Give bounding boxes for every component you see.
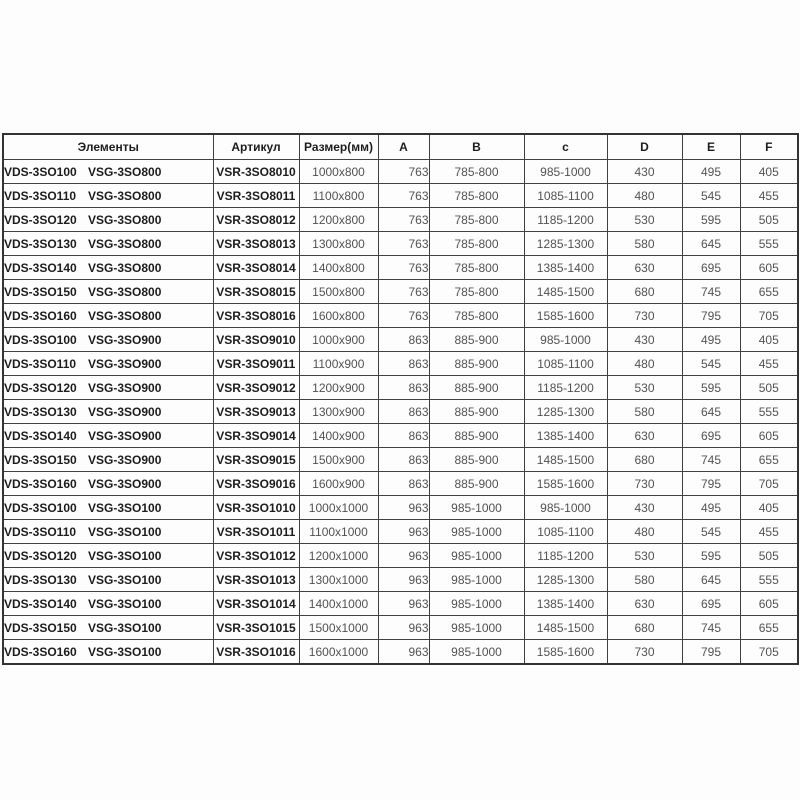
- article-cell: VSR-3SO9011: [213, 352, 299, 376]
- dim-a-cell: 763: [378, 232, 429, 256]
- dim-c-cell: 1085-1100: [524, 520, 607, 544]
- dim-f-cell: 405: [740, 160, 798, 184]
- elements-cell: [3, 520, 213, 544]
- dim-e-cell: 495: [682, 328, 740, 352]
- size-cell: 1500x1000: [299, 616, 378, 640]
- table-row: [3, 448, 798, 472]
- dim-d-cell: 530: [607, 208, 682, 232]
- vds-code: VDS-3SO100: [4, 164, 77, 179]
- dim-a-cell: 763: [378, 280, 429, 304]
- dim-d-cell: 430: [607, 160, 682, 184]
- vsg-code: VSG-3SO100: [88, 596, 162, 611]
- vsg-code: VSG-3SO800: [88, 308, 162, 323]
- article-cell: VSR-3SO1015: [213, 616, 299, 640]
- dim-e-cell: 645: [682, 568, 740, 592]
- vsg-code: VSG-3SO900: [88, 476, 162, 491]
- dim-a-cell: 863: [378, 352, 429, 376]
- dim-d-cell: 580: [607, 568, 682, 592]
- vds-code: VDS-3SO160: [4, 476, 77, 491]
- vds-code: VDS-3SO160: [4, 308, 77, 323]
- dim-e-cell: 745: [682, 448, 740, 472]
- size-cell: 1200x1000: [299, 544, 378, 568]
- dim-d-cell: 680: [607, 448, 682, 472]
- dim-f-cell: 555: [740, 568, 798, 592]
- elements-cell: [3, 280, 213, 304]
- dim-a-cell: 763: [378, 160, 429, 184]
- vds-code: VDS-3SO120: [4, 548, 77, 563]
- elements-cell: [3, 424, 213, 448]
- dim-a-cell: 863: [378, 328, 429, 352]
- size-cell: 1200x800: [299, 208, 378, 232]
- article-cell: VSR-3SO9012: [213, 376, 299, 400]
- table-row: [3, 592, 798, 616]
- dim-b-cell: 985-1000: [429, 640, 524, 665]
- size-cell: 1500x800: [299, 280, 378, 304]
- dim-e-cell: 495: [682, 496, 740, 520]
- table-row: [3, 472, 798, 496]
- vds-code: VDS-3SO120: [4, 212, 77, 227]
- table-row: [3, 496, 798, 520]
- article-cell: VSR-3SO1012: [213, 544, 299, 568]
- dim-f-cell: 605: [740, 256, 798, 280]
- elements-cell: [3, 496, 213, 520]
- vds-code: VDS-3SO140: [4, 260, 77, 275]
- article-cell: VSR-3SO8013: [213, 232, 299, 256]
- article-cell: VSR-3SO1010: [213, 496, 299, 520]
- vds-code: VDS-3SO100: [4, 500, 77, 515]
- dim-e-cell: 795: [682, 640, 740, 665]
- article-cell: VSR-3SO9014: [213, 424, 299, 448]
- header-article: Артикул: [213, 134, 299, 160]
- dim-c-cell: 1285-1300: [524, 232, 607, 256]
- article-cell: VSR-3SO8014: [213, 256, 299, 280]
- dim-f-cell: 455: [740, 352, 798, 376]
- size-cell: 1400x900: [299, 424, 378, 448]
- dim-c-cell: 1185-1200: [524, 376, 607, 400]
- dim-a-cell: 963: [378, 496, 429, 520]
- dim-e-cell: 645: [682, 400, 740, 424]
- dim-b-cell: 785-800: [429, 304, 524, 328]
- dim-a-cell: 863: [378, 424, 429, 448]
- dim-d-cell: 530: [607, 376, 682, 400]
- elements-cell: [3, 232, 213, 256]
- dim-f-cell: 605: [740, 424, 798, 448]
- vsg-code: VSG-3SO900: [88, 428, 162, 443]
- elements-cell: [3, 328, 213, 352]
- dim-f-cell: 405: [740, 328, 798, 352]
- dim-c-cell: 1585-1600: [524, 304, 607, 328]
- dim-a-cell: 763: [378, 208, 429, 232]
- size-cell: 1600x900: [299, 472, 378, 496]
- dim-b-cell: 885-900: [429, 352, 524, 376]
- dim-c-cell: 985-1000: [524, 160, 607, 184]
- header-elements: Элементы: [3, 134, 213, 160]
- dim-e-cell: 695: [682, 592, 740, 616]
- elements-cell: [3, 616, 213, 640]
- table-row: [3, 544, 798, 568]
- dim-f-cell: 505: [740, 376, 798, 400]
- dim-e-cell: 695: [682, 256, 740, 280]
- article-cell: VSR-3SO9010: [213, 328, 299, 352]
- dim-b-cell: 985-1000: [429, 616, 524, 640]
- size-cell: 1100x900: [299, 352, 378, 376]
- dim-d-cell: 430: [607, 328, 682, 352]
- dim-a-cell: 963: [378, 544, 429, 568]
- dim-b-cell: 985-1000: [429, 496, 524, 520]
- table-row: [3, 616, 798, 640]
- dim-f-cell: 655: [740, 616, 798, 640]
- dim-d-cell: 730: [607, 472, 682, 496]
- vds-code: VDS-3SO130: [4, 236, 77, 251]
- dim-b-cell: 885-900: [429, 376, 524, 400]
- dim-a-cell: 763: [378, 184, 429, 208]
- dim-d-cell: 480: [607, 184, 682, 208]
- vds-code: VDS-3SO150: [4, 284, 77, 299]
- dim-b-cell: 785-800: [429, 184, 524, 208]
- vsg-code: VSG-3SO100: [88, 620, 162, 635]
- header-col-a: A: [378, 134, 429, 160]
- size-cell: 1500x900: [299, 448, 378, 472]
- dim-d-cell: 480: [607, 520, 682, 544]
- vsg-code: VSG-3SO900: [88, 332, 162, 347]
- vds-code: VDS-3SO100: [4, 332, 77, 347]
- dim-e-cell: 595: [682, 544, 740, 568]
- size-cell: 1100x800: [299, 184, 378, 208]
- dim-b-cell: 785-800: [429, 208, 524, 232]
- dim-f-cell: 455: [740, 184, 798, 208]
- dim-d-cell: 580: [607, 400, 682, 424]
- dim-a-cell: 963: [378, 568, 429, 592]
- dim-d-cell: 480: [607, 352, 682, 376]
- table-row: [3, 520, 798, 544]
- dim-b-cell: 985-1000: [429, 568, 524, 592]
- dim-f-cell: 455: [740, 520, 798, 544]
- product-spec-table: [2, 133, 799, 665]
- dim-c-cell: 985-1000: [524, 496, 607, 520]
- elements-cell: [3, 352, 213, 376]
- dim-d-cell: 580: [607, 232, 682, 256]
- dim-f-cell: 705: [740, 304, 798, 328]
- dim-f-cell: 505: [740, 544, 798, 568]
- dim-c-cell: 1085-1100: [524, 352, 607, 376]
- dim-b-cell: 785-800: [429, 160, 524, 184]
- size-cell: 1200x900: [299, 376, 378, 400]
- dim-c-cell: 1085-1100: [524, 184, 607, 208]
- header-row: [3, 134, 798, 160]
- elements-cell: [3, 640, 213, 665]
- size-cell: 1400x1000: [299, 592, 378, 616]
- dim-a-cell: 863: [378, 472, 429, 496]
- dim-e-cell: 545: [682, 352, 740, 376]
- dim-d-cell: 730: [607, 640, 682, 665]
- elements-cell: [3, 160, 213, 184]
- dim-e-cell: 595: [682, 208, 740, 232]
- dim-d-cell: 530: [607, 544, 682, 568]
- vds-code: VDS-3SO150: [4, 452, 77, 467]
- elements-cell: [3, 184, 213, 208]
- dim-a-cell: 963: [378, 616, 429, 640]
- dim-c-cell: 1385-1400: [524, 424, 607, 448]
- elements-cell: [3, 400, 213, 424]
- vsg-code: VSG-3SO800: [88, 188, 162, 203]
- size-cell: 1100x1000: [299, 520, 378, 544]
- elements-cell: [3, 448, 213, 472]
- table-row: [3, 568, 798, 592]
- article-cell: VSR-3SO8016: [213, 304, 299, 328]
- header-col-b: B: [429, 134, 524, 160]
- vsg-code: VSG-3SO100: [88, 644, 162, 659]
- table-row: [3, 328, 798, 352]
- dim-f-cell: 705: [740, 472, 798, 496]
- vsg-code: VSG-3SO100: [88, 524, 162, 539]
- article-cell: VSR-3SO8012: [213, 208, 299, 232]
- table-row: [3, 208, 798, 232]
- dim-a-cell: 863: [378, 448, 429, 472]
- header-col-d: D: [607, 134, 682, 160]
- table-body: [3, 160, 798, 665]
- dim-d-cell: 680: [607, 616, 682, 640]
- vds-code: VDS-3SO140: [4, 428, 77, 443]
- dim-c-cell: 1485-1500: [524, 616, 607, 640]
- size-cell: 1000x800: [299, 160, 378, 184]
- size-cell: 1600x800: [299, 304, 378, 328]
- table-header: [3, 134, 798, 160]
- dim-f-cell: 705: [740, 640, 798, 665]
- size-cell: 1300x800: [299, 232, 378, 256]
- dim-e-cell: 745: [682, 280, 740, 304]
- dim-e-cell: 495: [682, 160, 740, 184]
- dim-d-cell: 730: [607, 304, 682, 328]
- spec-table-container: [2, 133, 797, 665]
- table-row: [3, 232, 798, 256]
- dim-a-cell: 963: [378, 640, 429, 665]
- elements-cell: [3, 544, 213, 568]
- dim-f-cell: 655: [740, 448, 798, 472]
- vsg-code: VSG-3SO900: [88, 356, 162, 371]
- dim-e-cell: 595: [682, 376, 740, 400]
- dim-b-cell: 985-1000: [429, 544, 524, 568]
- size-cell: 1600x1000: [299, 640, 378, 665]
- dim-b-cell: 885-900: [429, 448, 524, 472]
- vsg-code: VSG-3SO800: [88, 212, 162, 227]
- dim-c-cell: 1285-1300: [524, 400, 607, 424]
- table-row: [3, 160, 798, 184]
- vsg-code: VSG-3SO900: [88, 452, 162, 467]
- dim-e-cell: 695: [682, 424, 740, 448]
- vsg-code: VSG-3SO800: [88, 260, 162, 275]
- elements-cell: [3, 376, 213, 400]
- elements-cell: [3, 304, 213, 328]
- article-cell: VSR-3SO1016: [213, 640, 299, 665]
- dim-c-cell: 1385-1400: [524, 256, 607, 280]
- dim-c-cell: 1485-1500: [524, 280, 607, 304]
- vds-code: VDS-3SO110: [4, 356, 77, 371]
- dim-c-cell: 1585-1600: [524, 640, 607, 665]
- dim-f-cell: 605: [740, 592, 798, 616]
- dim-f-cell: 555: [740, 400, 798, 424]
- dim-c-cell: 985-1000: [524, 328, 607, 352]
- dim-b-cell: 985-1000: [429, 520, 524, 544]
- dim-a-cell: 863: [378, 400, 429, 424]
- vsg-code: VSG-3SO800: [88, 236, 162, 251]
- dim-b-cell: 785-800: [429, 232, 524, 256]
- vsg-code: VSG-3SO100: [88, 548, 162, 563]
- size-cell: 1000x900: [299, 328, 378, 352]
- vds-code: VDS-3SO160: [4, 644, 77, 659]
- dim-a-cell: 763: [378, 304, 429, 328]
- dim-b-cell: 885-900: [429, 424, 524, 448]
- header-col-e: E: [682, 134, 740, 160]
- table-row: [3, 184, 798, 208]
- vds-code: VDS-3SO150: [4, 620, 77, 635]
- dim-a-cell: 963: [378, 592, 429, 616]
- dim-a-cell: 863: [378, 376, 429, 400]
- dim-b-cell: 885-900: [429, 328, 524, 352]
- vsg-code: VSG-3SO800: [88, 284, 162, 299]
- vds-code: VDS-3SO120: [4, 380, 77, 395]
- header-size: Размер(мм): [299, 134, 378, 160]
- article-cell: VSR-3SO9016: [213, 472, 299, 496]
- dim-b-cell: 785-800: [429, 280, 524, 304]
- header-col-f: F: [740, 134, 798, 160]
- dim-f-cell: 555: [740, 232, 798, 256]
- size-cell: 1400x800: [299, 256, 378, 280]
- size-cell: 1300x1000: [299, 568, 378, 592]
- vsg-code: VSG-3SO800: [88, 164, 162, 179]
- vds-code: VDS-3SO130: [4, 404, 77, 419]
- dim-c-cell: 1585-1600: [524, 472, 607, 496]
- dim-a-cell: 963: [378, 520, 429, 544]
- elements-cell: [3, 592, 213, 616]
- article-cell: VSR-3SO8010: [213, 160, 299, 184]
- dim-c-cell: 1385-1400: [524, 592, 607, 616]
- vds-code: VDS-3SO110: [4, 188, 77, 203]
- vds-code: VDS-3SO130: [4, 572, 77, 587]
- dim-c-cell: 1185-1200: [524, 544, 607, 568]
- article-cell: VSR-3SO1013: [213, 568, 299, 592]
- table-row: [3, 304, 798, 328]
- table-row: [3, 280, 798, 304]
- dim-e-cell: 795: [682, 304, 740, 328]
- dim-e-cell: 545: [682, 520, 740, 544]
- table-row: [3, 376, 798, 400]
- article-cell: VSR-3SO9013: [213, 400, 299, 424]
- dim-b-cell: 885-900: [429, 400, 524, 424]
- vds-code: VDS-3SO110: [4, 524, 77, 539]
- size-cell: 1000x1000: [299, 496, 378, 520]
- dim-e-cell: 795: [682, 472, 740, 496]
- dim-f-cell: 505: [740, 208, 798, 232]
- vds-code: VDS-3SO140: [4, 596, 77, 611]
- dim-b-cell: 985-1000: [429, 592, 524, 616]
- dim-e-cell: 745: [682, 616, 740, 640]
- dim-b-cell: 885-900: [429, 472, 524, 496]
- table-row: [3, 424, 798, 448]
- size-cell: 1300x900: [299, 400, 378, 424]
- dim-c-cell: 1485-1500: [524, 448, 607, 472]
- article-cell: VSR-3SO8015: [213, 280, 299, 304]
- article-cell: VSR-3SO1014: [213, 592, 299, 616]
- elements-cell: [3, 472, 213, 496]
- header-col-c: c: [524, 134, 607, 160]
- article-cell: VSR-3SO1011: [213, 520, 299, 544]
- dim-e-cell: 545: [682, 184, 740, 208]
- dim-c-cell: 1285-1300: [524, 568, 607, 592]
- vsg-code: VSG-3SO900: [88, 404, 162, 419]
- elements-cell: [3, 256, 213, 280]
- vsg-code: VSG-3SO900: [88, 380, 162, 395]
- dim-d-cell: 630: [607, 256, 682, 280]
- table-row: [3, 640, 798, 665]
- dim-f-cell: 405: [740, 496, 798, 520]
- vsg-code: VSG-3SO100: [88, 572, 162, 587]
- dim-d-cell: 630: [607, 592, 682, 616]
- elements-cell: [3, 208, 213, 232]
- dim-b-cell: 785-800: [429, 256, 524, 280]
- dim-f-cell: 655: [740, 280, 798, 304]
- table-row: [3, 400, 798, 424]
- dim-c-cell: 1185-1200: [524, 208, 607, 232]
- table-row: [3, 352, 798, 376]
- dim-d-cell: 630: [607, 424, 682, 448]
- elements-cell: [3, 568, 213, 592]
- table-row: [3, 256, 798, 280]
- dim-d-cell: 430: [607, 496, 682, 520]
- article-cell: VSR-3SO8011: [213, 184, 299, 208]
- dim-e-cell: 645: [682, 232, 740, 256]
- dim-d-cell: 680: [607, 280, 682, 304]
- vsg-code: VSG-3SO100: [88, 500, 162, 515]
- dim-a-cell: 763: [378, 256, 429, 280]
- article-cell: VSR-3SO9015: [213, 448, 299, 472]
